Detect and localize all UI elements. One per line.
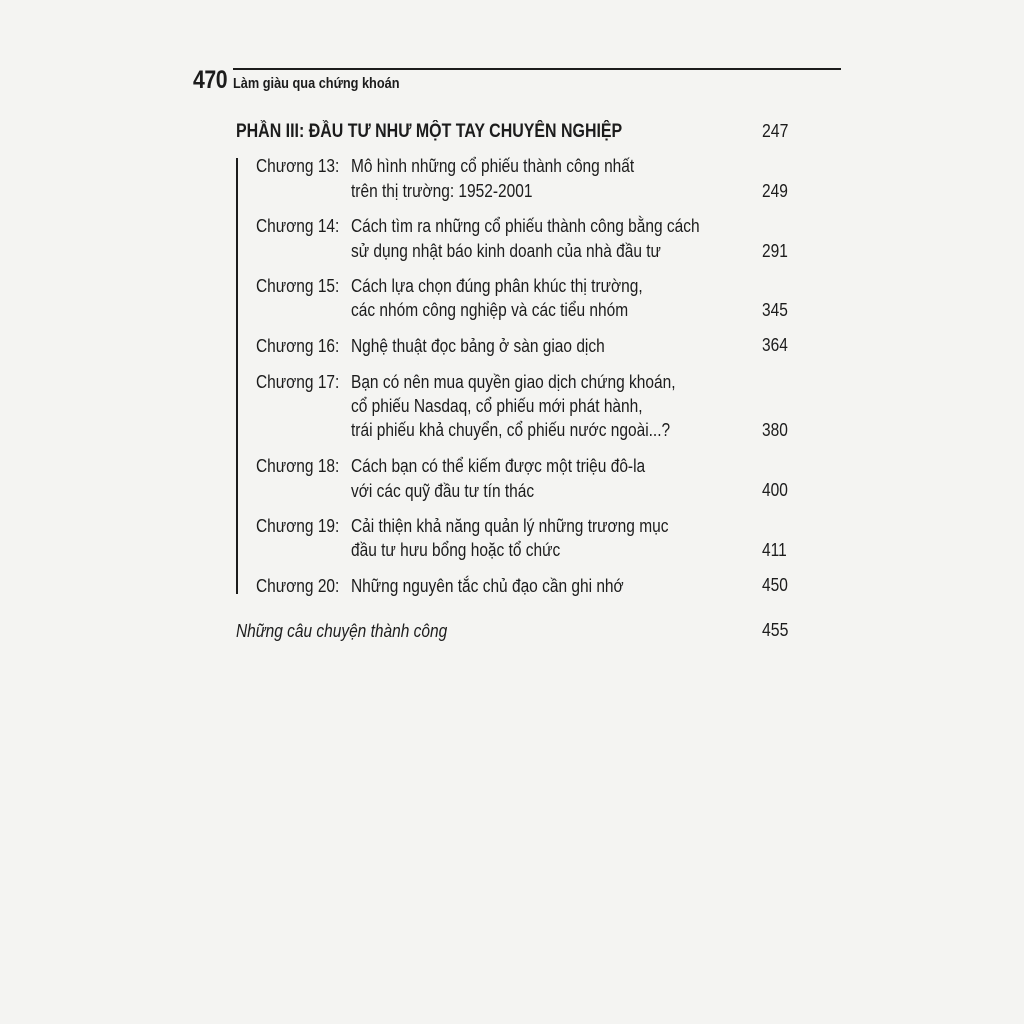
chapter-label: Chương 14: [256, 216, 340, 236]
epilogue-page-number: 455 [762, 620, 789, 640]
chapter-title-line: cổ phiếu Nasdaq, cổ phiếu mới phát hành, [351, 396, 643, 416]
chapter-page-number: 400 [762, 480, 788, 500]
chapter-page-number: 364 [762, 335, 788, 355]
chapter-page-number: 291 [762, 241, 788, 261]
chapter-page-number: 411 [762, 540, 787, 560]
chapter-title-line: với các quỹ đầu tư tín thác [351, 481, 535, 501]
chapter-page-number: 345 [762, 300, 788, 320]
chapter-page-number: 450 [762, 575, 788, 595]
chapter-title-line: sử dụng nhật báo kinh doanh của nhà đầu tư [351, 241, 661, 261]
chapter-title-line: Mô hình những cổ phiếu thành công nhất [351, 156, 635, 176]
chapter-label: Chương 16: [256, 336, 340, 356]
chapter-title-line: Những nguyên tắc chủ đạo cần ghi nhớ [351, 576, 624, 596]
chapter-list-rule [236, 158, 238, 594]
epilogue-title: Những câu chuyện thành công [236, 621, 448, 641]
chapter-label: Chương 15: [256, 276, 340, 296]
chapter-title-line: các nhóm công nghiệp và các tiểu nhóm [351, 300, 629, 320]
page-header [193, 66, 841, 96]
chapter-title-line: Cách lựa chọn đúng phân khúc thị trường, [351, 276, 643, 296]
chapter-label: Chương 20: [256, 576, 340, 596]
chapter-title-line: trái phiếu khả chuyển, cổ phiếu nước ngoài...? [351, 420, 671, 440]
chapter-label: Chương 19: [256, 516, 340, 536]
part-title: PHẦN III: ĐẦU TƯ NHƯ MỘT TAY CHUYÊN NGHIỆP [236, 121, 623, 142]
chapter-title-line: Bạn có nên mua quyền giao dịch chứng khoán, [351, 372, 676, 392]
chapter-title-line: đầu tư hưu bổng hoặc tổ chức [351, 540, 561, 560]
chapter-title-line: Cách tìm ra những cổ phiếu thành công bằng cách [351, 216, 700, 236]
chapter-title-line: Cải thiện khả năng quản lý những trương mục [351, 516, 669, 536]
chapter-label: Chương 18: [256, 456, 340, 476]
page-number: 470 [193, 66, 228, 94]
chapter-page-number: 380 [762, 420, 788, 440]
chapter-page-number: 249 [762, 181, 788, 201]
chapter-title-line: Cách bạn có thể kiếm được một triệu đô-la [351, 456, 646, 476]
chapter-title-line: trên thị trường: 1952-2001 [351, 181, 533, 201]
running-title: Làm giàu qua chứng khoán [233, 75, 400, 92]
chapter-label: Chương 13: [256, 156, 340, 176]
chapter-label: Chương 17: [256, 372, 340, 392]
header-rule [233, 68, 841, 70]
chapter-title-line: Nghệ thuật đọc bảng ở sàn giao dịch [351, 336, 605, 356]
part-page-number: 247 [762, 121, 789, 141]
